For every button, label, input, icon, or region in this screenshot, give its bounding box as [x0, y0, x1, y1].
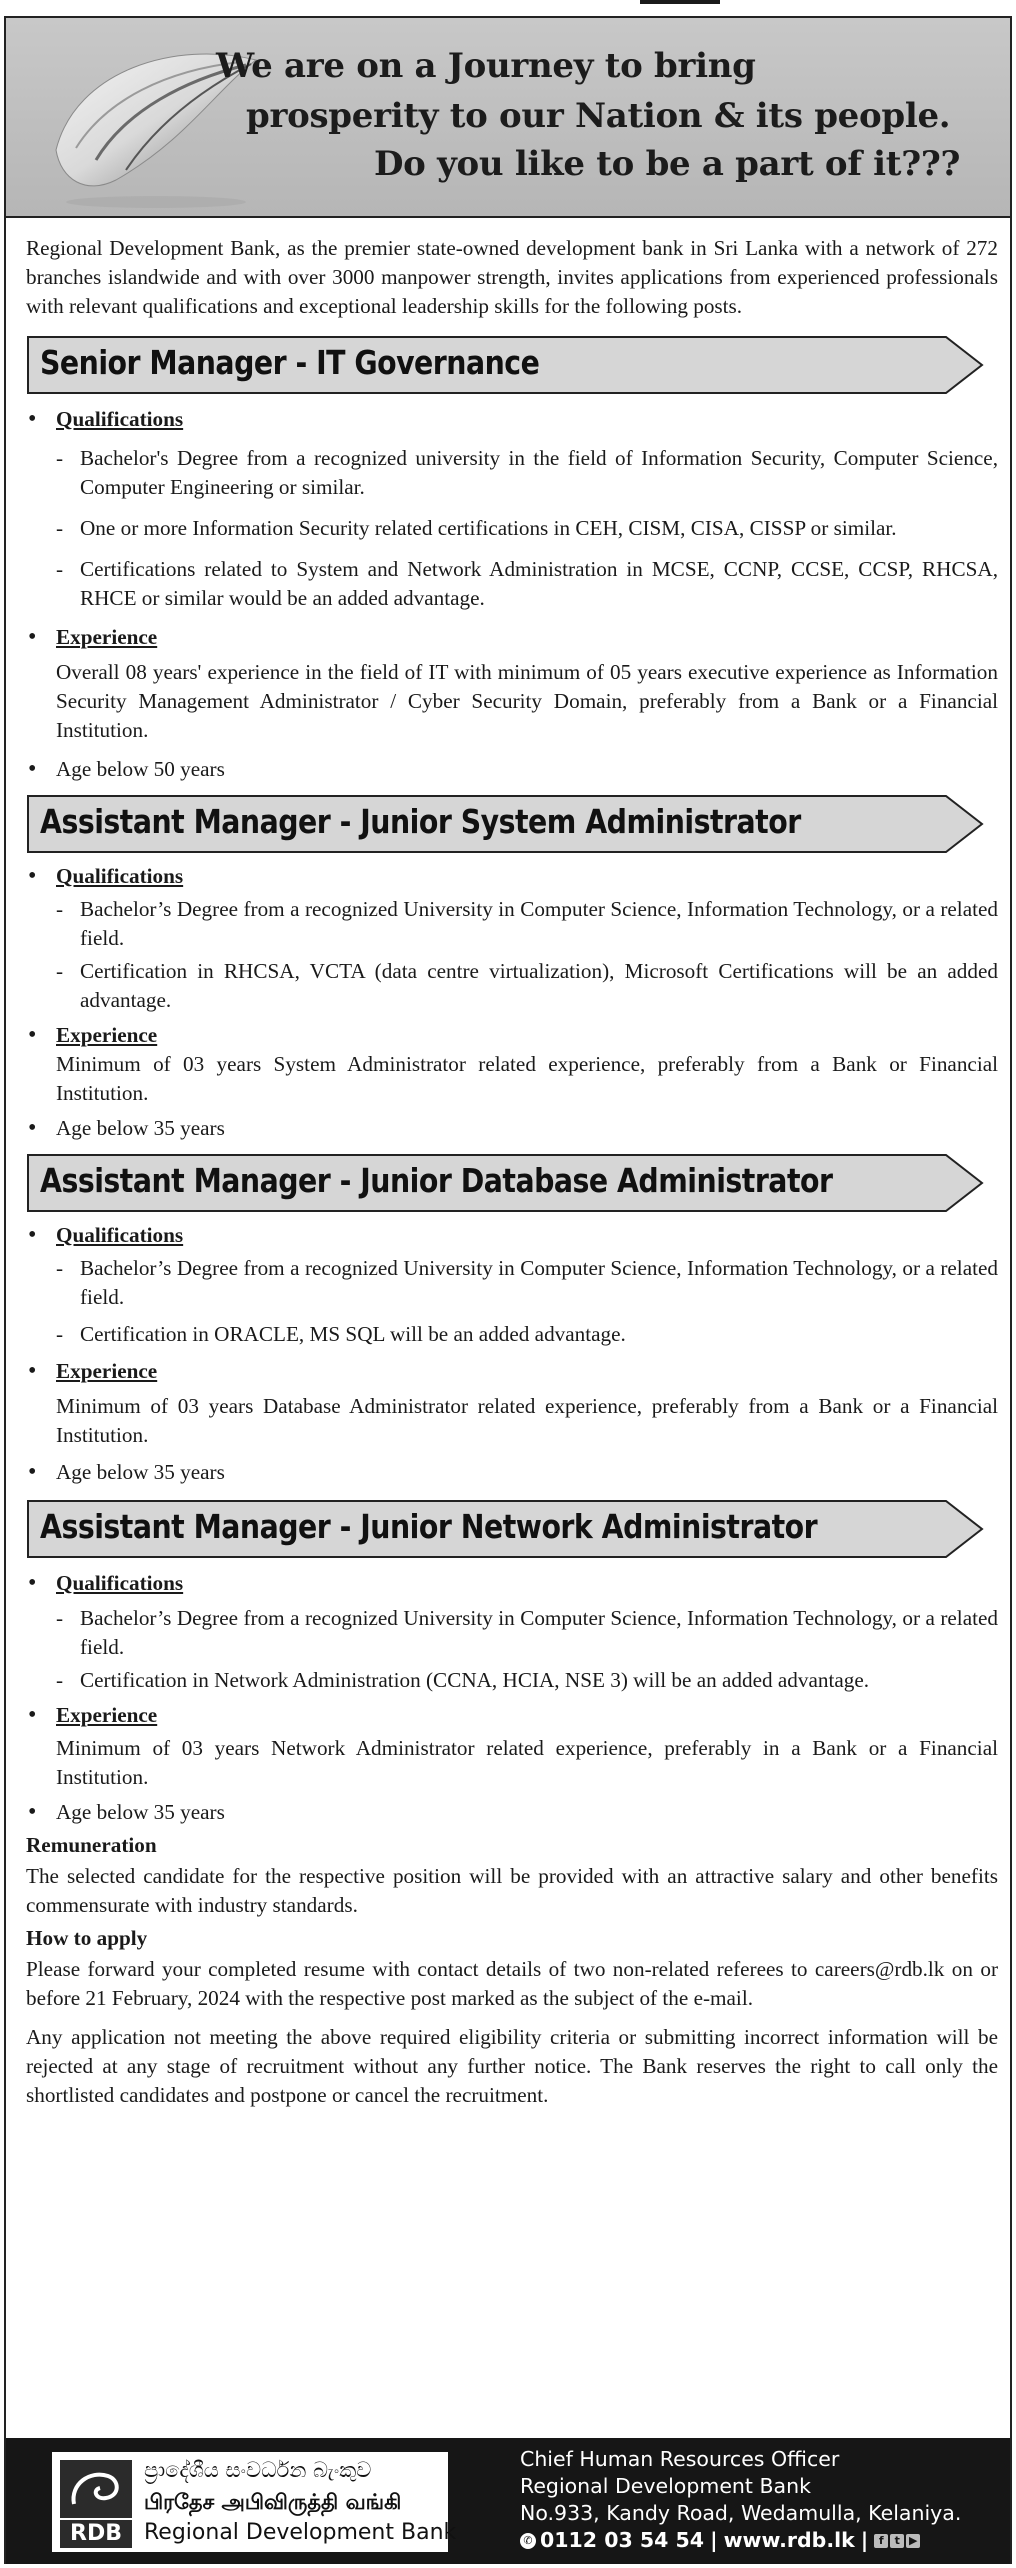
post-section	[26, 1153, 998, 1487]
qualification-line: - Bachelor's Degree from a recognized university in the field of Information Security, Computer Science, Computer Engineering or similar.	[56, 444, 998, 502]
logo-name-tamil: பிரதேச அபிவிருத்தி வங்கி	[144, 2490, 402, 2514]
contact-title: Chief Human Resources Officer	[520, 2447, 840, 2471]
qualifications-item	[26, 1221, 998, 1349]
qualification-line: - Certification in ORACLE, MS SQL will be an added advantage.	[56, 1320, 998, 1349]
experience-item	[26, 623, 998, 652]
phone-icon: ✆	[520, 2533, 536, 2549]
how-to-apply-text: Please forward your completed resume with contact details of two non-related referees to careers@rdb.lk on or before 21 February, 2024 with the respective post marked as the subject of the e-mail.	[26, 1957, 998, 2010]
qualifications-heading: Qualifications	[56, 864, 184, 888]
footer	[6, 2438, 1010, 2564]
qualification-line: - Certification in Network Administration (CCNA, HCIA, NSE 3) will be an added advantage.	[56, 1666, 998, 1695]
advertisement	[4, 16, 1012, 2564]
hero-line-2: prosperity to our Nation & its people.	[246, 96, 951, 136]
post-section	[26, 794, 998, 1143]
logo-abbr: RDB	[60, 2520, 132, 2548]
post-title-banner	[26, 794, 998, 854]
post-title: Assistant Manager - Junior Network Administrator	[40, 1507, 818, 1546]
age-limit: • Age below 35 years	[26, 1114, 998, 1143]
age-limit: • Age below 35 years	[26, 1458, 998, 1487]
qualifications-heading: Qualifications	[56, 407, 184, 431]
rdb-logo-mark	[60, 2460, 132, 2548]
experience-item	[26, 1357, 998, 1386]
qualification-line: - One or more Information Security related certifications in CEH, CISM, CISA, CISSP or similar.	[56, 514, 998, 543]
experience-item	[26, 1701, 998, 1730]
experience-text: Minimum of 03 years Network Administrator related experience, preferably in a Bank or a Financial Institution.	[56, 1736, 998, 1789]
qualification-line: - Certifications related to System and Network Administration in MCSE, CCNP, CCSE, CCSP, RHCSA, RHCE or similar would be an added advantage.	[56, 555, 998, 613]
qualification-line: - Bachelor’s Degree from a recognized University in Computer Science, Information Technology, or a related field.	[56, 1604, 998, 1662]
post-title: Senior Manager - IT Governance	[40, 343, 540, 382]
hero-banner	[6, 18, 1010, 218]
post-title-banner	[26, 335, 998, 395]
experience-heading: Experience	[56, 1023, 158, 1047]
previous-ad-sliver	[0, 0, 1016, 16]
contact-org: Regional Development Bank	[520, 2474, 811, 2498]
qualifications-heading: Qualifications	[56, 1571, 184, 1595]
experience-text: Minimum of 03 years System Administrator related experience, preferably from a Bank or Financial Institution.	[56, 1052, 998, 1105]
post-title: Assistant Manager - Junior System Administrator	[40, 802, 801, 841]
post-section	[26, 1499, 998, 1827]
experience-heading: Experience	[56, 625, 158, 649]
age-limit: • Age below 50 years	[26, 755, 998, 784]
logo-name-english: Regional Development Bank	[144, 2520, 457, 2545]
post-title-banner	[26, 1153, 998, 1213]
logo-swirl-icon	[60, 2460, 132, 2518]
hero-line-1: We are on a Journey to bring	[216, 46, 756, 86]
experience-heading: Experience	[56, 1703, 158, 1727]
content	[26, 234, 998, 2110]
qualification-line: - Certification in RHCSA, VCTA (data centre virtualization), Microsoft Certifications will be an added advantage.	[56, 957, 998, 1015]
facebook-icon[interactable]: f	[874, 2534, 888, 2548]
logo-name-sinhala: ප්‍රාදේශීය සංවර්ධන බැංකුව	[144, 2458, 372, 2482]
age-limit: • Age below 35 years	[26, 1798, 998, 1827]
contact-block	[520, 2446, 961, 2554]
post-section	[26, 335, 998, 784]
qualifications-heading: Qualifications	[56, 1223, 184, 1247]
youtube-icon[interactable]: ▶	[906, 2534, 920, 2548]
experience-item	[26, 1021, 998, 1050]
twitter-icon[interactable]: t	[890, 2534, 904, 2548]
qualifications-item	[26, 862, 998, 1015]
how-to-apply-heading: How to apply	[26, 1926, 148, 1950]
experience-text: Overall 08 years' experience in the field of IT with minimum of 05 years executive experience as Information Security Management Administrator / Cyber Security Domain, preferably from a Bank or a Financial Institution.	[56, 660, 998, 742]
qualification-line: - Bachelor’s Degree from a recognized University in Computer Science, Information Technology, or a related field.	[56, 895, 998, 953]
experience-text: Minimum of 03 years Database Administrator related experience, preferably from a Bank or a Financial Institution.	[56, 1394, 998, 1447]
hero-line-3: Do you like to be a part of it???	[374, 144, 961, 184]
qualifications-item	[26, 405, 998, 613]
post-title-banner	[26, 1499, 998, 1559]
rdb-logo	[50, 2450, 457, 2554]
website-link[interactable]: www.rdb.lk	[723, 2528, 855, 2552]
contact-address: No.933, Kandy Road, Wedamulla, Kelaniya.	[520, 2501, 962, 2525]
experience-heading: Experience	[56, 1359, 158, 1383]
remuneration-text: The selected candidate for the respective position will be provided with an attractive salary and other benefits commensurate with industry standards.	[26, 1864, 998, 1917]
qualifications-item	[26, 1569, 998, 1695]
eligibility-notice: Any application not meeting the above required eligibility criteria or submitting incorrect information will be rejected at any stage of recruitment without any further notice. The Bank reserves the right to call only the shortlisted candidates and postpone or cancel the recruitment.	[26, 2025, 998, 2107]
post-title: Assistant Manager - Junior Database Administrator	[40, 1161, 833, 1200]
intro-paragraph: Regional Development Bank, as the premier state-owned development bank in Sri Lanka with a network of 272 branches islandwide and with over 3000 manpower strength, invites applications from experienced professionals with relevant qualifications and exceptional leadership skills for the following posts.	[26, 236, 998, 318]
qualification-line: - Bachelor’s Degree from a recognized University in Computer Science, Information Technology, or a related field.	[56, 1254, 998, 1312]
phone-number: 0112 03 54 54	[540, 2528, 705, 2552]
remuneration-heading: Remuneration	[26, 1833, 157, 1857]
contact-line: ✆ 0112 03 54 54 | www.rdb.lk | f t ▶	[520, 2527, 961, 2554]
